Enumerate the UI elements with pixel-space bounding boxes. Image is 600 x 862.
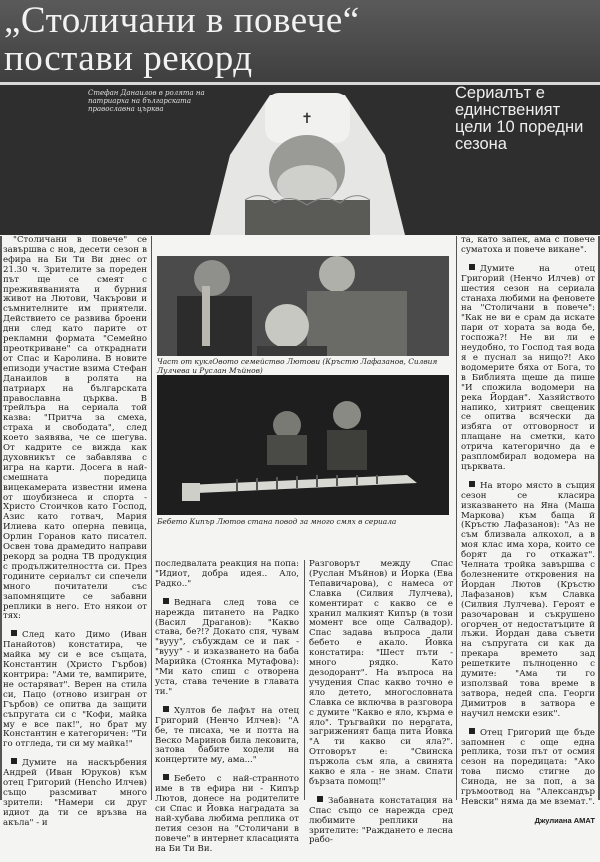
headline-banner (0, 0, 600, 84)
article-column-2 (155, 560, 299, 862)
quote-item (461, 481, 595, 720)
baby-scene-photo (157, 375, 449, 515)
paragraph: та, като запек, ама с повече суматоха и повече викане". (461, 235, 595, 255)
column-divider (151, 236, 152, 800)
quote-item (3, 758, 147, 828)
quote-item (461, 728, 595, 808)
article-column-1 (3, 236, 147, 837)
quote-text: На второ място в същия сезон се класира изказването на Яна (Маша Маркова) към баща й (Кръстю Лафазанов): "Аз не съм близвала алкохол, а в моя клас има хора, които се борят да го откажат". Челната тройка завършва с болезнените откровения на Йордан Лютов (Кръстю Лафазанов) към Славка (Силвия Лулчева). Героят е разочарован и съкрушено огорчен от недостатъците й лъжи. Йордан дава съвети на съпругата си как да прекара времето зад решетките пълноценно с думите: "Ама ти го използвай това време в затвора, недей спа. Георги Димитров в затвора е научил немски език". (461, 480, 595, 719)
quote-text: Думите на отец Григорий (Ненчо Илчев) от шестия сезон на сериала станаха любими на феновете на "Столичани в повече": "Как не ви е срам да искате пари от хората за вода бе, госпожа?! Не ви ли е неудобно, то Господ тая вода я е пуснал за нищо?! Ако водомерите бяха от Бога, то в Библията щеше да пише "И спожила водомери на река Йордан". Хазяйството напико, хитрият свещеник се опитва всячески да избяга от отговорност и плащане на сметки, като отрича категорично да е разпломбирал водомера на църквата. (461, 263, 595, 472)
article-column-4 (461, 236, 595, 826)
bullet-icon (469, 728, 475, 734)
bullet-icon (163, 774, 169, 780)
headline-line-1: „Столичани в повече“ (4, 0, 360, 41)
author-byline: Джулиана АМАТ (534, 815, 595, 825)
family-photo-icon (157, 256, 449, 356)
paragraph: Разговорът между Спас (Руслан Мъйнов) и Йорка (Ева Тепавичарова), с намеса от Славка (Силвия Лулчева), коментират с какво се е хранил малкият Кипър (в този момент все още Салвадор). Спас задава въпроса дали бебето е акало. Йовка констатира: "Шест пъти - много рядко. Като дезодорант". На въпроса на учудения Спас какво точно е яло детето, многословната Славка се включва в разговора с думите "Какво е яло, кърма е яло". Тръгвайки по нерагата, загриженият баща пита Йовка "А ти какво си яла?". Отговорът е: "Свинска пържола съм яла, а свинята какво е яла - не знам. Спати бързата помощ!" (309, 559, 453, 787)
bullet-icon (469, 264, 475, 270)
baby-scene-caption: Бебето Кипър Лютов стана повод за много смях в сериала (157, 517, 397, 526)
bullet-icon (11, 758, 17, 764)
family-photo (157, 256, 449, 356)
quote-item (155, 706, 299, 766)
quote-item (155, 774, 299, 854)
quote-text: Веднага след това се нарежда питането на Радко (Васил Драганов): "Какво става, бе?!? Докато спя, чувам "вууу", събуждам се и пак - "вууу" - и изказването на баба Марийка (Стоянка Мутафова): "Ми като спиш с отворена уста, става течение в главата ти." (155, 597, 299, 697)
quote-text: Бебето с най-странното име в тв ефира ни - Кипър Лютов, донесе на родителите си Спас и Йовка наградата за най-хубава любима реплика от петия сезон на "Столичани в повече" в интернет класацията на Би Ти Ви. (155, 774, 299, 854)
headline-line-2: постави рекорд (4, 38, 253, 79)
quote-text: Забавната констатация на Спас също се нарежда сред любимите реплики на зрителите: "Раждането е лесна рабо- (309, 795, 453, 846)
patriarch-portrait-icon (150, 85, 460, 235)
baby-scene-photo-icon (157, 375, 449, 515)
quote-text: След като Димо (Иван Панайотов) констатира, че майка му си е все същата, Константин (Христо Гърбов) контрира: "Ами те, вампирите, не остаряват". Верен на стила си, Пацо (отново изигран от Гърбов) се опитва да защити съпругата си с "Кофи, майка му е все пак!", но брат му Константин е категоричен: "Ти го отгледа, ти си му майка!" (3, 630, 147, 750)
quote-item (309, 796, 453, 847)
bullet-icon (317, 796, 323, 802)
column-divider (304, 560, 305, 800)
paragraph: последвалата реакция на попа: "Идиот, добра идея.. Ало, Радко.." (155, 559, 299, 589)
quote-text: Хултов бе лафът на отец Григорий (Ненчо Илчев): "А бе, те писаха, че и потта на Веско Маринов била лековита, затова бабите ходели на концертите му, ама..." (155, 705, 299, 766)
quote-text: Отец Григорий ще бъде запомнен с още една реплика, този път от осмия сезон на поредицата: "Ако това писмо стигне до Синода, не за поп, а за гръмоотвод на "Александър Невски" няма да ме вземат.". (461, 727, 595, 807)
bullet-icon (11, 630, 17, 636)
quote-item (461, 264, 595, 473)
svg-text:✝: ✝ (301, 111, 313, 127)
quote-item (3, 630, 147, 750)
headline (4, 2, 360, 78)
page-border-left (0, 236, 2, 800)
article-column-3 (309, 560, 453, 854)
family-photo-caption: Част от куклОвото семейство Лютови (Кръстю Лафазанов, Силвия Лулчева и Руслан Мъйнов) (157, 357, 438, 375)
bullet-icon (163, 598, 169, 604)
paragraph: "Столичани в повече" се завършва с нов, десети сезон в ефира на Би Ти Ви днес от 21.30 ч. Зрителите за пореден път ще се смеят с преживяванията и бурния живот на Лютови, Чакърови и съмнителните им приятели. Действието се развива броени дни след като парите от рекламни формата "Семейно преоткриване" са откраднати от Спас и Каролина. В новите епизоди участие взима Стефан Данаилов в ролята на патриарх на българската православна църква. В трейлъра на сериала той казва: "Притча за смеха, страха и свободата", след което заявява, че се шегува. От кадрите се вижда как духовникът се забавлява с игра на карти. Досега в най-смешната поредица вицекамерата известни имена от шоубизнеса и спорта - Христо Стоичков като Господ, Азис като готвач, Мария Илиева като оперна певица, Орлин Горанов като писател. Освен това драмедито направи рекорд за родна ТВ продукция с продължителността си. През годините сериалът си спечели много почитатели със запомнящите се забавни реплики в него. Ето някои от тях: (3, 235, 147, 622)
hero-photo-caption: Стефан Данаилов в ролята на патриарха на българската православна църква (88, 89, 205, 113)
bullet-icon (163, 706, 169, 712)
bullet-icon (469, 481, 475, 487)
quote-item (155, 598, 299, 698)
hero-photo (0, 85, 600, 235)
sidebar-quote: Сериалът е единственият цели 10 поредни сезона (455, 85, 584, 153)
column-divider (456, 236, 457, 800)
quote-text: Думите на наскърбения Андрей (Иван Юруков) към отец Григорий (Нencho Илчев) също разсмиват много зрители: "Намери си друг идиот да ти се връзва на акъла" - и (3, 758, 147, 828)
